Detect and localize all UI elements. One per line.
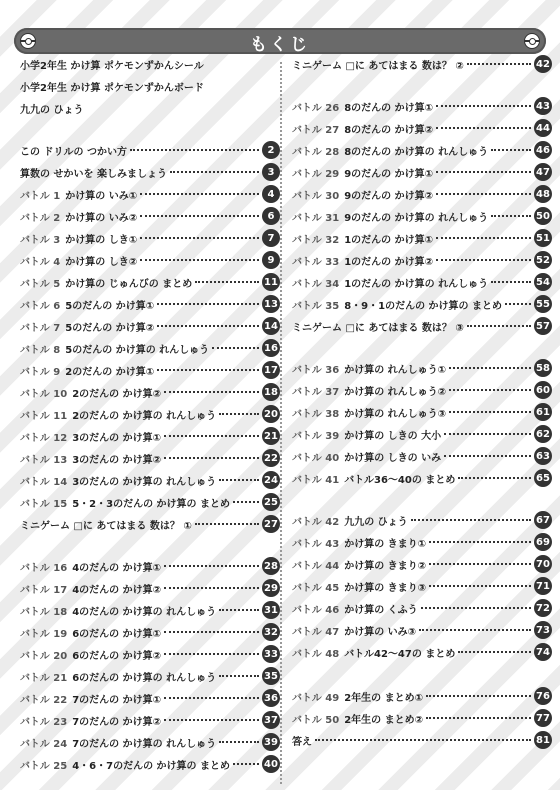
toc-entry[interactable] [20, 162, 280, 182]
page-number-badge: 61 [534, 403, 552, 421]
battle-number: バトル 41 [292, 474, 340, 486]
dot-leader [164, 653, 259, 655]
battle-number: バトル 14 [20, 476, 68, 488]
toc-entry[interactable] [20, 556, 280, 576]
entry-title: 8のだんの かけ算① [344, 102, 434, 114]
page-number-badge: 73 [534, 621, 552, 639]
entry-title: 6のだんの かけ算① [72, 628, 162, 640]
dot-leader [219, 413, 259, 415]
page-number-badge: 16 [262, 339, 280, 357]
battle-number: バトル 47 [292, 626, 340, 638]
toc-entry[interactable] [20, 206, 280, 226]
dot-leader [491, 215, 531, 217]
page-number-badge: 27 [262, 515, 280, 533]
battle-number: バトル 12 [20, 432, 68, 444]
page-number-badge: 60 [534, 381, 552, 399]
entry-title: 3のだんの かけ算の れんしゅう [72, 476, 217, 488]
page-number-badge: 58 [534, 359, 552, 377]
toc-entry[interactable] [292, 686, 552, 706]
page-number-badge: 48 [534, 185, 552, 203]
toc-entry[interactable] [20, 448, 280, 468]
page-number-badge: 11 [262, 273, 280, 291]
page-number-badge: 77 [534, 709, 552, 727]
dot-leader [130, 149, 259, 151]
dot-leader [219, 479, 259, 481]
toc-entry[interactable] [292, 446, 552, 466]
dot-leader [436, 171, 531, 173]
entry-title: 答え [292, 736, 312, 748]
entry-title: かけ算の れんしゅう② [344, 386, 447, 398]
entry-title: 5のだんの かけ算の れんしゅう [65, 344, 210, 356]
dot-leader [140, 237, 259, 239]
dot-leader [140, 259, 259, 261]
dot-leader [164, 457, 259, 459]
entry-title: 7のだんの かけ算② [72, 716, 162, 728]
dot-leader [505, 303, 531, 305]
toc-entry[interactable] [20, 688, 280, 708]
page-number-badge: 69 [534, 533, 552, 551]
entry-title: バトル36〜40の まとめ [344, 474, 456, 486]
dot-leader [164, 565, 259, 567]
page-number-badge: 24 [262, 471, 280, 489]
battle-number: バトル 36 [292, 364, 340, 376]
battle-number: バトル 7 [20, 322, 61, 334]
page-number-badge: 51 [534, 229, 552, 247]
dot-leader [436, 237, 531, 239]
page-title: もくじ [250, 35, 310, 55]
page-number-badge: 44 [534, 119, 552, 137]
page-number-badge: 74 [534, 643, 552, 661]
page-number-badge: 4 [262, 185, 280, 203]
dot-leader [436, 127, 531, 129]
page-number-badge: 6 [262, 207, 280, 225]
entry-title: ミニゲーム □に あてはまる 数は？ ③ [292, 322, 464, 334]
toc-entry[interactable] [20, 272, 280, 292]
page-number-badge: 25 [262, 493, 280, 511]
entry-title: 8・9・1のだんの かけ算の まとめ [344, 300, 503, 312]
battle-number: バトル 5 [20, 278, 61, 290]
toc-entry[interactable] [292, 468, 552, 488]
toc-entry[interactable] [20, 338, 280, 358]
page-number-badge: 29 [262, 579, 280, 597]
battle-number: バトル 2 [20, 212, 61, 224]
toc-entry[interactable] [20, 250, 280, 270]
dot-leader [164, 697, 259, 699]
battle-number: バトル 49 [292, 692, 340, 704]
page-number-badge: 65 [534, 469, 552, 487]
entry-title: かけ算の いみ① [65, 190, 138, 202]
battle-number: バトル 30 [292, 190, 340, 202]
battle-number: バトル 18 [20, 606, 68, 618]
entry-title: 3のだんの かけ算② [72, 454, 162, 466]
dot-leader [140, 193, 259, 195]
battle-number: バトル 21 [20, 672, 68, 684]
toc-entry[interactable] [20, 492, 280, 512]
entry-title: かけ算の きまり① [344, 538, 427, 550]
page-number-badge: 3 [262, 163, 280, 181]
toc-entry[interactable] [292, 576, 552, 596]
dot-leader [436, 105, 531, 107]
entry-title: 小学2年生 かけ算 ポケモンずかんシール [20, 60, 204, 72]
toc-entry[interactable] [292, 554, 552, 574]
dot-leader [164, 631, 259, 633]
battle-number: バトル 28 [292, 146, 340, 158]
dot-leader [458, 477, 531, 479]
dot-leader [233, 763, 259, 765]
dot-leader [449, 367, 531, 369]
battle-number: バトル 43 [292, 538, 340, 550]
toc-entry[interactable] [20, 404, 280, 424]
page-number-badge: 17 [262, 361, 280, 379]
dot-leader [444, 455, 531, 457]
dot-leader [449, 411, 531, 413]
entry-title: 8のだんの かけ算② [344, 124, 434, 136]
entry-title: かけ算の じゅんびの まとめ [65, 278, 193, 290]
page-number-badge: 50 [534, 207, 552, 225]
entry-title: 1のだんの かけ算の れんしゅう [344, 278, 489, 290]
column-divider [280, 62, 282, 784]
battle-number: バトル 32 [292, 234, 340, 246]
toc-entry[interactable] [292, 316, 552, 336]
page-number-badge: 43 [534, 97, 552, 115]
battle-number: バトル 27 [292, 124, 340, 136]
page-number-badge: 76 [534, 687, 552, 705]
dot-leader [491, 281, 531, 283]
battle-number: バトル 19 [20, 628, 68, 640]
page-number-badge: 13 [262, 295, 280, 313]
entry-title: 9のだんの かけ算② [344, 190, 434, 202]
toc-entry[interactable] [20, 98, 280, 118]
dot-leader [164, 435, 259, 437]
toc-entry[interactable] [20, 140, 280, 160]
page-number-badge: 36 [262, 689, 280, 707]
entry-title: 9のだんの かけ算の れんしゅう [344, 212, 489, 224]
entry-title: 2年生の まとめ① [344, 692, 424, 704]
battle-number: バトル 33 [292, 256, 340, 268]
toc-entry[interactable] [20, 622, 280, 642]
dot-leader [426, 695, 531, 697]
dot-leader [421, 607, 531, 609]
battle-number: バトル 37 [292, 386, 340, 398]
dot-leader [195, 523, 259, 525]
battle-number: バトル 40 [292, 452, 340, 464]
battle-number: バトル 8 [20, 344, 61, 356]
title-banner [14, 28, 546, 54]
toc-entry[interactable] [292, 206, 552, 226]
battle-number: バトル 38 [292, 408, 340, 420]
entry-title: 7のだんの かけ算① [72, 694, 162, 706]
entry-title: バトル42〜47の まとめ [344, 648, 456, 660]
entry-title: 6のだんの かけ算② [72, 650, 162, 662]
page-number-badge: 54 [534, 273, 552, 291]
entry-title: 小学2年生 かけ算 ポケモンずかんボード [20, 82, 204, 94]
entry-title: 6のだんの かけ算の れんしゅう [72, 672, 217, 684]
battle-number: バトル 20 [20, 650, 68, 662]
dot-leader [212, 347, 259, 349]
battle-number: バトル 3 [20, 234, 61, 246]
entry-title: かけ算の れんしゅう③ [344, 408, 447, 420]
entry-title: かけ算の いみ② [65, 212, 138, 224]
dot-leader [426, 717, 531, 719]
battle-number: バトル 4 [20, 256, 61, 268]
page-number-badge: 72 [534, 599, 552, 617]
page-number-badge: 31 [262, 601, 280, 619]
page-number-badge: 35 [262, 667, 280, 685]
battle-number: バトル 26 [292, 102, 340, 114]
entry-title: かけ算の いみ③ [344, 626, 417, 638]
entry-title: かけ算の れんしゅう① [344, 364, 447, 376]
entry-title: 4のだんの かけ算① [72, 562, 162, 574]
toc-entry[interactable] [20, 360, 280, 380]
toc-entry[interactable] [20, 316, 280, 336]
toc-entry[interactable] [292, 598, 552, 618]
dot-leader [219, 741, 259, 743]
entry-title: 5・2・3のだんの かけ算の まとめ [72, 498, 231, 510]
toc-entry[interactable] [292, 184, 552, 204]
entry-title: 算数の せかいを 楽しみましょう [20, 168, 167, 180]
page-number-badge: 14 [262, 317, 280, 335]
page-number-badge: 42 [534, 55, 552, 73]
page-number-badge: 67 [534, 511, 552, 529]
dot-leader [419, 629, 531, 631]
toc-entry[interactable] [20, 710, 280, 730]
battle-number: バトル 17 [20, 584, 68, 596]
battle-number: バトル 34 [292, 278, 340, 290]
entry-title: 2年生の まとめ② [344, 714, 424, 726]
page-number-badge: 37 [262, 711, 280, 729]
entry-title: 2のだんの かけ算の れんしゅう [72, 410, 217, 422]
page-number-badge: 52 [534, 251, 552, 269]
toc-entry[interactable] [20, 382, 280, 402]
toc-entry[interactable] [292, 708, 552, 728]
battle-number: バトル 45 [292, 582, 340, 594]
entry-title: 1のだんの かけ算② [344, 256, 434, 268]
dot-leader [164, 391, 259, 393]
toc-entry[interactable] [292, 294, 552, 314]
page-number-badge: 70 [534, 555, 552, 573]
dot-leader [233, 501, 259, 503]
dot-leader [195, 281, 259, 283]
battle-number: バトル 22 [20, 694, 68, 706]
toc-entry[interactable] [292, 642, 552, 662]
toc-entry[interactable] [20, 754, 280, 774]
dot-leader [429, 541, 531, 543]
entry-title: かけ算の しき② [65, 256, 138, 268]
toc-entry[interactable] [20, 732, 280, 752]
page-number-badge: 40 [262, 755, 280, 773]
entry-title: かけ算の きまり② [344, 560, 427, 572]
entry-title: 5のだんの かけ算② [65, 322, 155, 334]
entry-title: かけ算の しきの いみ [344, 452, 442, 464]
toc-entry[interactable] [292, 250, 552, 270]
dot-leader [436, 193, 531, 195]
dot-leader [436, 259, 531, 261]
entry-title: 7のだんの かけ算の れんしゅう [72, 738, 217, 750]
page-number-badge: 62 [534, 425, 552, 443]
toc-entry[interactable] [20, 578, 280, 598]
entry-title: ミニゲーム □に あてはまる 数は？ ② [292, 60, 464, 72]
entry-title: この ドリルの つかい方 [20, 146, 127, 158]
dot-leader [315, 739, 531, 741]
page-number-badge: 2 [262, 141, 280, 159]
entry-title: 5のだんの かけ算① [65, 300, 155, 312]
dot-leader [157, 369, 259, 371]
toc-entry[interactable] [292, 228, 552, 248]
battle-number: バトル 48 [292, 648, 340, 660]
battle-number: バトル 10 [20, 388, 68, 400]
page-number-badge: 33 [262, 645, 280, 663]
dot-leader [467, 63, 531, 65]
toc-entry[interactable] [292, 140, 552, 160]
page-number-badge: 22 [262, 449, 280, 467]
toc-entry[interactable] [292, 510, 552, 530]
dot-leader [458, 651, 531, 653]
entry-title: ミニゲーム □に あてはまる 数は？ ① [20, 520, 192, 532]
entry-title: 4のだんの かけ算② [72, 584, 162, 596]
toc-entry[interactable] [292, 532, 552, 552]
dot-leader [164, 587, 259, 589]
battle-number: バトル 24 [20, 738, 68, 750]
page-number-badge: 7 [262, 229, 280, 247]
page-number-badge: 71 [534, 577, 552, 595]
page-number-badge: 47 [534, 163, 552, 181]
entry-title: 4のだんの かけ算の れんしゅう [72, 606, 217, 618]
entry-title: かけ算の くふう [344, 604, 418, 616]
entry-title: 4・6・7のだんの かけ算の まとめ [72, 760, 231, 772]
dot-leader [429, 563, 531, 565]
toc-entry[interactable] [292, 162, 552, 182]
entry-title: 九九の ひょう [20, 104, 84, 116]
battle-number: バトル 29 [292, 168, 340, 180]
page-number-badge: 57 [534, 317, 552, 335]
page-number-badge: 63 [534, 447, 552, 465]
toc-entry[interactable] [20, 184, 280, 204]
toc-entry[interactable] [292, 380, 552, 400]
dot-leader [170, 171, 259, 173]
entry-title: 九九の ひょう [344, 516, 408, 528]
pokeball-icon [524, 33, 540, 49]
battle-number: バトル 25 [20, 760, 68, 772]
toc-entry[interactable] [20, 644, 280, 664]
battle-number: バトル 50 [292, 714, 340, 726]
battle-number: バトル 9 [20, 366, 61, 378]
page-number-badge: 39 [262, 733, 280, 751]
toc-entry[interactable] [292, 620, 552, 640]
entry-title: かけ算の しき① [65, 234, 138, 246]
page-number-badge: 32 [262, 623, 280, 641]
dot-leader [219, 675, 259, 677]
battle-number: バトル 46 [292, 604, 340, 616]
dot-leader [444, 433, 531, 435]
battle-number: バトル 11 [20, 410, 68, 422]
dot-leader [429, 585, 531, 587]
entry-title: 2のだんの かけ算① [65, 366, 155, 378]
page-number-badge: 9 [262, 251, 280, 269]
battle-number: バトル 39 [292, 430, 340, 442]
toc-entry[interactable] [20, 294, 280, 314]
page-number-badge: 21 [262, 427, 280, 445]
dot-leader [157, 325, 259, 327]
toc-entry[interactable] [20, 76, 280, 96]
entry-title: 8のだんの かけ算の れんしゅう [344, 146, 489, 158]
entry-title: 2のだんの かけ算② [72, 388, 162, 400]
dot-leader [411, 519, 531, 521]
entry-title: 1のだんの かけ算① [344, 234, 434, 246]
battle-number: バトル 31 [292, 212, 340, 224]
battle-number: バトル 16 [20, 562, 68, 574]
page-number-badge: 20 [262, 405, 280, 423]
page-number-badge: 28 [262, 557, 280, 575]
toc-entry[interactable] [20, 228, 280, 248]
toc-entry[interactable] [292, 730, 552, 750]
dot-leader [491, 149, 531, 151]
toc-entry[interactable] [292, 96, 552, 116]
toc-entry[interactable] [20, 54, 280, 74]
battle-number: バトル 13 [20, 454, 68, 466]
toc-entry[interactable] [292, 358, 552, 378]
toc-entry[interactable] [292, 272, 552, 292]
entry-title: 3のだんの かけ算① [72, 432, 162, 444]
dot-leader [219, 609, 259, 611]
toc-entry[interactable] [292, 54, 552, 74]
battle-number: バトル 6 [20, 300, 61, 312]
dot-leader [467, 325, 531, 327]
battle-number: バトル 42 [292, 516, 340, 528]
page-number-badge: 81 [534, 731, 552, 749]
toc-entry[interactable] [20, 600, 280, 620]
toc-entry[interactable] [20, 666, 280, 686]
toc-entry[interactable] [20, 426, 280, 446]
entry-title: 9のだんの かけ算① [344, 168, 434, 180]
dot-leader [157, 303, 259, 305]
dot-leader [164, 719, 259, 721]
toc-entry[interactable] [20, 514, 280, 534]
page-number-badge: 55 [534, 295, 552, 313]
page-number-badge: 18 [262, 383, 280, 401]
page-number-badge: 46 [534, 141, 552, 159]
toc-entry[interactable] [292, 402, 552, 422]
battle-number: バトル 15 [20, 498, 68, 510]
battle-number: バトル 44 [292, 560, 340, 572]
toc-entry[interactable] [292, 424, 552, 444]
battle-number: バトル 35 [292, 300, 340, 312]
toc-entry[interactable] [20, 470, 280, 490]
battle-number: バトル 1 [20, 190, 61, 202]
entry-title: かけ算の しきの 大小 [344, 430, 442, 442]
toc-entry[interactable] [292, 118, 552, 138]
dot-leader [140, 215, 259, 217]
dot-leader [449, 389, 531, 391]
entry-title: かけ算の きまり③ [344, 582, 427, 594]
battle-number: バトル 23 [20, 716, 68, 728]
